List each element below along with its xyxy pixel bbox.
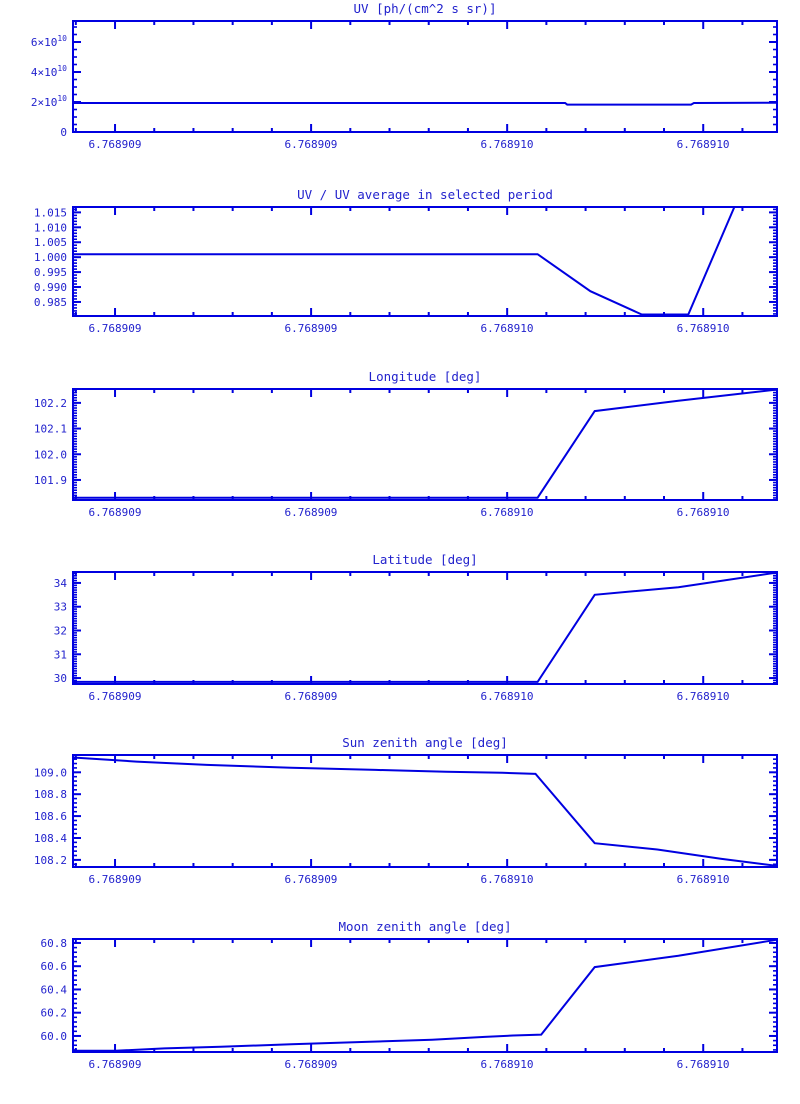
x-tick-label: 6.768909 [284,1058,338,1071]
chart-title: Latitude [deg] [372,552,478,567]
axis-frame [73,207,777,316]
x-tick-label: 6.768910 [480,1058,534,1071]
x-tick-label: 6.768910 [676,1058,730,1071]
y-tick-label: 109.0 [33,766,67,780]
x-tick-label: 6.768910 [676,322,730,335]
data-line [73,208,734,315]
y-tick-label: 30 [53,672,67,686]
y-tick-label: 0.995 [33,266,67,280]
x-tick-label: 6.768910 [676,873,730,886]
y-tick-label: 1.005 [33,236,67,250]
y-tick-label: 60.8 [40,936,67,950]
plot-area [0,551,800,737]
chart-latitude [0,551,800,737]
chart-title: Moon zenith angle [deg] [338,919,512,934]
y-tick-label: 1.015 [33,206,67,220]
x-tick-label: 6.768909 [88,506,142,519]
y-tick-label: 108.6 [33,810,67,824]
x-tick-label: 6.768910 [480,506,534,519]
chart-title: UV / UV average in selected period [297,187,553,202]
x-tick-label: 6.768910 [676,138,730,151]
data-line [73,758,777,866]
data-line [73,573,777,682]
x-tick-label: 6.768909 [284,322,338,335]
x-tick-label: 6.768909 [88,873,142,886]
chart-uv-ratio [0,186,800,372]
x-tick-label: 6.768909 [88,1058,142,1071]
y-tick-label: 0 [60,126,67,139]
plot-area [0,186,800,372]
chart-title: Longitude [deg] [368,369,482,384]
y-tick-label: 108.4 [33,831,67,845]
y-tick-label: 0.990 [33,281,67,295]
x-tick-label: 6.768909 [284,873,338,886]
y-tick-label: 102.0 [33,448,67,462]
y-tick-label: 60.6 [40,960,67,974]
x-tick-label: 6.768910 [676,506,730,519]
y-tick-label: 60.0 [40,1029,67,1043]
x-tick-label: 6.768910 [480,690,534,703]
x-tick-label: 6.768909 [284,690,338,703]
y-tick-label: 34 [53,576,67,590]
y-tick-label: $2\times 10^{10}$ [30,94,67,109]
chart-title: UV [ph/(cm^2 s sr)] [353,1,497,16]
x-tick-label: 6.768909 [284,506,338,519]
x-tick-label: 6.768909 [88,690,142,703]
y-tick-label: 33 [53,600,67,614]
chart-title: Sun zenith angle [deg] [342,735,508,750]
plot-area [0,0,800,186]
chart-longitude [0,368,800,554]
y-tick-label: 32 [53,624,67,638]
y-tick-label: 108.2 [33,853,67,867]
y-tick-label: $6\times 10^{10}$ [30,34,67,49]
y-tick-label: 101.9 [33,473,67,487]
y-tick-label: $4\times 10^{10}$ [30,64,67,79]
plot-area [0,734,800,920]
x-tick-label: 6.768909 [284,138,338,151]
y-tick-label: 31 [53,648,67,662]
plot-area [0,918,800,1104]
plot-area [0,368,800,554]
y-tick-label: 0.985 [33,295,67,309]
axis-frame [73,389,777,500]
x-tick-label: 6.768910 [480,138,534,151]
x-tick-label: 6.768910 [480,322,534,335]
chart-sun-zenith [0,734,800,920]
y-tick-label: 1.010 [33,221,67,235]
x-tick-label: 6.768909 [88,138,142,151]
axis-frame [73,21,777,132]
y-tick-label: 60.4 [40,983,67,997]
y-tick-label: 102.1 [33,422,67,436]
x-tick-label: 6.768910 [676,690,730,703]
x-tick-label: 6.768910 [480,873,534,886]
y-tick-label: 60.2 [40,1006,67,1020]
y-tick-label: 108.8 [33,788,67,802]
chart-moon-zenith [0,918,800,1104]
y-tick-label: 1.000 [33,251,67,265]
x-tick-label: 6.768909 [88,322,142,335]
chart-uv [0,0,800,186]
data-line [73,390,777,498]
data-line [73,940,777,1051]
y-tick-label: 102.2 [33,396,67,410]
data-line [73,103,777,105]
